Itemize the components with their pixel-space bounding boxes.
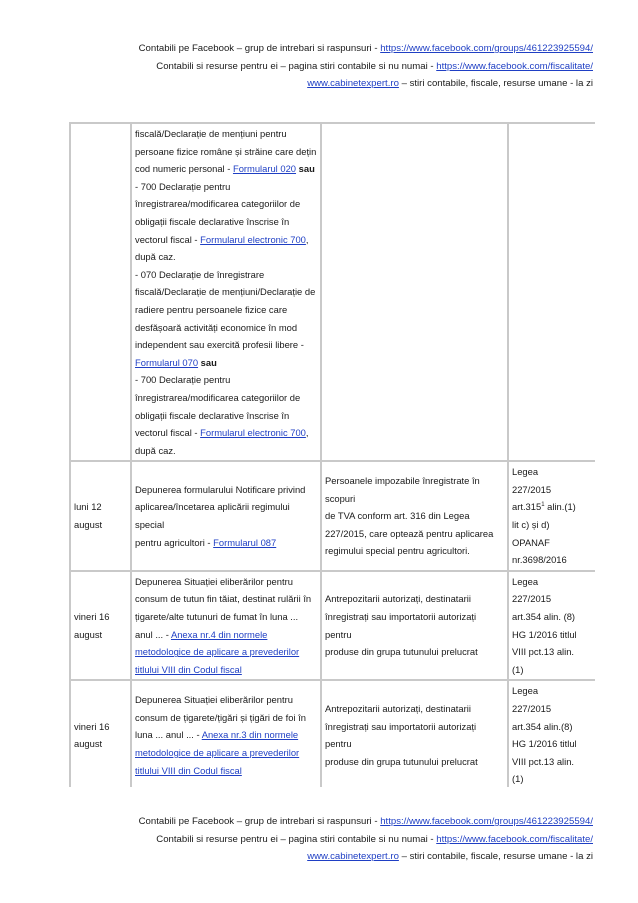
- text-line: obligații fiscale declarative înscrise în: [135, 409, 290, 421]
- footer-text-2: Contabili si resurse pentru ei – pagina stiri contabile si nu numai -: [156, 833, 437, 845]
- form-700-link-2[interactable]: Formularul electronic 700: [200, 427, 306, 439]
- text-line: obligații fiscale declarative înscrise în: [135, 215, 290, 227]
- text-line: art.354 alin. (8): [512, 611, 576, 623]
- text-line: consum de tutun fin tăiat, destinat rulării în: [135, 593, 312, 605]
- table-row: [70, 461, 595, 571]
- text-line: nr.3698/2016: [512, 554, 567, 566]
- who-cell: [321, 123, 508, 461]
- table-row: [70, 571, 595, 681]
- annex-4-link[interactable]: Anexa nr.4 din normele: [170, 628, 268, 640]
- footer-line-3: [60, 848, 593, 866]
- date-month: august: [74, 738, 103, 750]
- footer-line-2: [60, 831, 593, 849]
- form-700-link[interactable]: Formularul electronic 700: [200, 233, 306, 245]
- text-line: art.354 alin.(8): [512, 720, 573, 732]
- or-label: sau: [298, 163, 315, 175]
- text-span: vectorul fiscal -: [135, 427, 201, 439]
- text-line: fiscală/Declarație de mențiuni pentru: [135, 128, 287, 139]
- text-line: 227/2015, care optează pentru aplicarea: [325, 527, 494, 539]
- text-line: Legea: [512, 685, 539, 697]
- cabinetexpert-link[interactable]: www.cabinetexpert.ro: [307, 78, 399, 89]
- header-line-2: [60, 58, 593, 76]
- annex-4-link-cont[interactable]: metodologice de aplicare a prevederilor: [135, 646, 300, 658]
- date-month: august: [74, 628, 103, 640]
- footer-facebook-group-link[interactable]: https://www.facebook.com/groups/461223925594/: [380, 816, 593, 827]
- or-label: sau: [200, 356, 217, 368]
- annex-3-link-end[interactable]: titlului VIII din Codul fiscal: [135, 764, 242, 776]
- date-cell: [70, 571, 131, 681]
- text-line: (1): [512, 773, 524, 785]
- text-line: înregistrarea/modificarea categoriilor de: [135, 391, 301, 403]
- header-line-1: [60, 40, 593, 58]
- text-line: Legea: [512, 575, 539, 587]
- text-line: HG 1/2016 titlul: [512, 738, 577, 750]
- text-line: 227/2015: [512, 593, 552, 605]
- text-line: - 700 Declarație pentru: [135, 180, 231, 192]
- obligation-cell: [131, 571, 321, 681]
- text-line: de TVA conform art. 316 din Legea: [325, 510, 470, 522]
- legal-basis-cell: [508, 461, 595, 571]
- who-cell: [321, 680, 508, 787]
- text-line: țigarete/alte tutunuri de fumat în luna ...: [135, 611, 299, 623]
- text-line: [135, 661, 317, 679]
- obligations-table-wrapper: [69, 122, 595, 787]
- text-span: pentru agricultori -: [135, 536, 214, 548]
- text-span: anul ... -: [135, 628, 171, 640]
- text-line: persoane fizice române și străine care dețin: [135, 145, 317, 157]
- text-line: radiere pentru persoanele fizice care: [135, 303, 288, 315]
- header-text-3: – stiri contabile, fiscale, resurse umane - la zi: [398, 78, 593, 89]
- text-line: fiscală/Declarație de mențiuni/Declarație de: [135, 286, 316, 298]
- legal-basis-cell: [508, 680, 595, 787]
- facebook-page-link[interactable]: https://www.facebook.com/fiscalitate/: [436, 60, 593, 72]
- who-cell: [321, 461, 508, 571]
- date-day: vineri 16: [74, 611, 110, 623]
- form-070-link[interactable]: Formularul 070: [135, 356, 199, 368]
- text-line: [135, 626, 317, 644]
- table-row: [70, 680, 595, 787]
- text-line: 227/2015: [512, 703, 552, 714]
- text-line: [135, 354, 317, 372]
- text-span: cod numeric personal -: [135, 163, 233, 175]
- text-line: [135, 160, 317, 178]
- text-line: [512, 498, 592, 516]
- obligation-cell: [131, 680, 321, 787]
- text-line: OPANAF: [512, 536, 550, 548]
- obligation-cell: [131, 461, 321, 571]
- text-line: produse din grupa tutunului prelucrat: [325, 646, 478, 658]
- footer-cabinetexpert-link[interactable]: www.cabinetexpert.ro: [307, 851, 399, 862]
- text-line: înregistrați sau importatorii autorizați pentru: [325, 720, 477, 750]
- page-header: [60, 40, 593, 93]
- obligation-cell: [131, 123, 321, 461]
- text-line: aplicarea/încetarea aplicării regimului special: [135, 501, 290, 531]
- text-line: [135, 534, 317, 552]
- page-footer: [60, 813, 593, 866]
- text-line: - 070 Declarație de înregistrare: [135, 268, 265, 280]
- legal-basis-cell: [508, 123, 595, 461]
- text-span: alin.(1): [544, 501, 576, 513]
- text-line: [135, 424, 317, 442]
- text-line: VIII pct.13 alin.: [512, 755, 575, 767]
- form-020-link[interactable]: Formularul 020: [232, 163, 297, 175]
- text-line: înregistrarea/modificarea categoriilor de: [135, 198, 301, 210]
- text-line: Depunerea Situației eliberărilor pentru: [135, 575, 293, 587]
- text-line: VIII pct.13 alin.: [512, 646, 575, 658]
- date-cell: [70, 123, 131, 461]
- text-line: produse din grupa tutunului prelucrat: [325, 755, 478, 767]
- text-span: luna ... anul ... -: [135, 729, 202, 741]
- text-span: vectorul fiscal -: [135, 233, 201, 245]
- text-line: Antrepozitarii autorizați, destinatarii: [325, 593, 471, 605]
- superscript: 1: [541, 502, 545, 509]
- who-cell: [321, 571, 508, 681]
- annex-4-link-end[interactable]: titlului VIII din Codul fiscal: [135, 663, 242, 675]
- text-line: [135, 643, 317, 661]
- header-text-1: Contabili pe Facebook – grup de intrebari si raspunsuri -: [138, 43, 381, 54]
- text-line: [135, 762, 317, 780]
- text-line: [135, 726, 317, 744]
- footer-line-1: [60, 813, 593, 831]
- text-line: după caz.: [135, 444, 176, 456]
- text-line: desfășoară activități economice în mod: [135, 321, 298, 333]
- annex-3-link-cont[interactable]: metodologice de aplicare a prevederilor: [135, 746, 300, 758]
- date-day: vineri 16: [74, 720, 110, 732]
- text-line: independent sau exercită profesii libere -: [135, 339, 304, 351]
- footer-facebook-page-link[interactable]: https://www.facebook.com/fiscalitate/: [436, 833, 593, 845]
- text-line: consum de țigarete/țigări și țigări de foi în: [135, 711, 306, 723]
- text-line: Legea: [512, 466, 539, 478]
- date-month: august: [74, 519, 103, 531]
- text-line: HG 1/2016 titlul: [512, 628, 577, 640]
- text-line: - 700 Declarație pentru: [135, 374, 231, 386]
- footer-text-3: – stiri contabile, fiscale, resurse umane - la zi: [398, 851, 593, 862]
- text-line: regimului special pentru agricultori.: [325, 545, 470, 557]
- table-row: [70, 123, 595, 461]
- header-line-3: [60, 75, 593, 93]
- text-line: Persoanele impozabile înregistrate în scopuri: [325, 475, 480, 504]
- text-line: [135, 231, 317, 249]
- date-day: luni 12: [74, 501, 102, 513]
- header-text-2: Contabili si resurse pentru ei – pagina stiri contabile si nu numai -: [156, 60, 437, 72]
- text-line: (1): [512, 663, 524, 675]
- text-span: art.315: [512, 501, 542, 513]
- text-line: Antrepozitarii autorizați, destinatarii: [325, 703, 471, 714]
- legal-basis-cell: [508, 571, 595, 681]
- date-cell: [70, 461, 131, 571]
- facebook-group-link[interactable]: https://www.facebook.com/groups/461223925594/: [380, 43, 593, 54]
- text-span: ,: [305, 233, 309, 245]
- text-line: [135, 744, 317, 762]
- text-span: ,: [305, 427, 309, 439]
- annex-3-link[interactable]: Anexa nr.3 din normele: [201, 729, 299, 741]
- text-line: Depunerea formularului Notificare privind: [135, 483, 306, 495]
- form-087-link[interactable]: Formularul 087: [213, 536, 277, 548]
- text-line: Depunerea Situației eliberărilor pentru: [135, 694, 293, 706]
- text-line: după caz.: [135, 251, 176, 263]
- date-cell: [70, 680, 131, 787]
- obligations-table: [69, 122, 595, 787]
- text-line: înregistrați sau importatorii autorizați pentru: [325, 611, 477, 640]
- text-line: 227/2015: [512, 483, 552, 495]
- footer-text-1: Contabili pe Facebook – grup de intrebari si raspunsuri -: [138, 816, 381, 827]
- text-line: lit c) și d): [512, 519, 550, 531]
